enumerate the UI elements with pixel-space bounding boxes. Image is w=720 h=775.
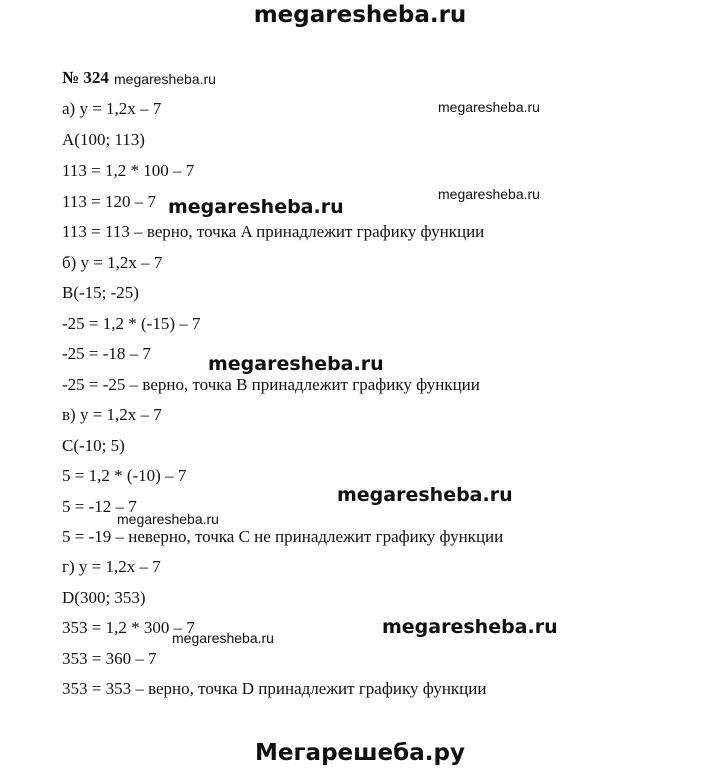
watermark: megaresheba.ru	[382, 616, 558, 638]
watermark: megaresheba.ru	[117, 511, 219, 527]
solution-line: B(-15; -25)	[62, 283, 139, 302]
watermark: megaresheba.ru	[438, 186, 540, 202]
solution-line: A(100; 113)	[62, 130, 145, 149]
solution-line: 113 = 113 – верно, точка A принадлежит графику функции	[62, 222, 485, 241]
solution-line: 353 = 353 – верно, точка D принадлежит графику функции	[62, 679, 487, 698]
solution-line: б) y = 1,2x – 7	[62, 253, 163, 272]
solution-line: -25 = -25 – верно, точка B принадлежит графику функции	[62, 375, 480, 394]
solution-line: C(-10; 5)	[62, 436, 125, 455]
site-footer: Мегарешеба.ру	[255, 740, 465, 766]
watermark: megaresheba.ru	[114, 71, 216, 87]
solution-line: 113 = 1,2 * 100 – 7	[62, 161, 195, 180]
solution-line: 5 = -19 – неверно, точка C не принадлежит графику функции	[62, 527, 504, 546]
solution-line: 5 = -12 – 7	[62, 497, 137, 516]
watermark: megaresheba.ru	[337, 484, 513, 506]
solution-line: 113 = 120 – 7	[62, 192, 156, 211]
watermark: megaresheba.ru	[208, 353, 384, 375]
watermark: megaresheba.ru	[438, 99, 540, 115]
problem-number: № 324	[62, 68, 109, 87]
solution-line: -25 = -18 – 7	[62, 344, 151, 363]
solution-line: а) y = 1,2x – 7	[62, 99, 162, 118]
watermark: megaresheba.ru	[172, 630, 274, 646]
watermark: megaresheba.ru	[168, 196, 344, 218]
solution-line: 5 = 1,2 * (-10) – 7	[62, 466, 187, 485]
site-header: megaresheba.ru	[253, 2, 467, 28]
solution-line: 353 = 360 – 7	[62, 649, 157, 668]
solution-line: г) y = 1,2x – 7	[62, 557, 161, 576]
solution-line: 353 = 1,2 * 300 – 7	[62, 618, 195, 637]
solution-line: -25 = 1,2 * (-15) – 7	[62, 314, 201, 333]
solution-line: в) y = 1,2x – 7	[62, 405, 162, 424]
solution-line: D(300; 353)	[62, 588, 146, 607]
